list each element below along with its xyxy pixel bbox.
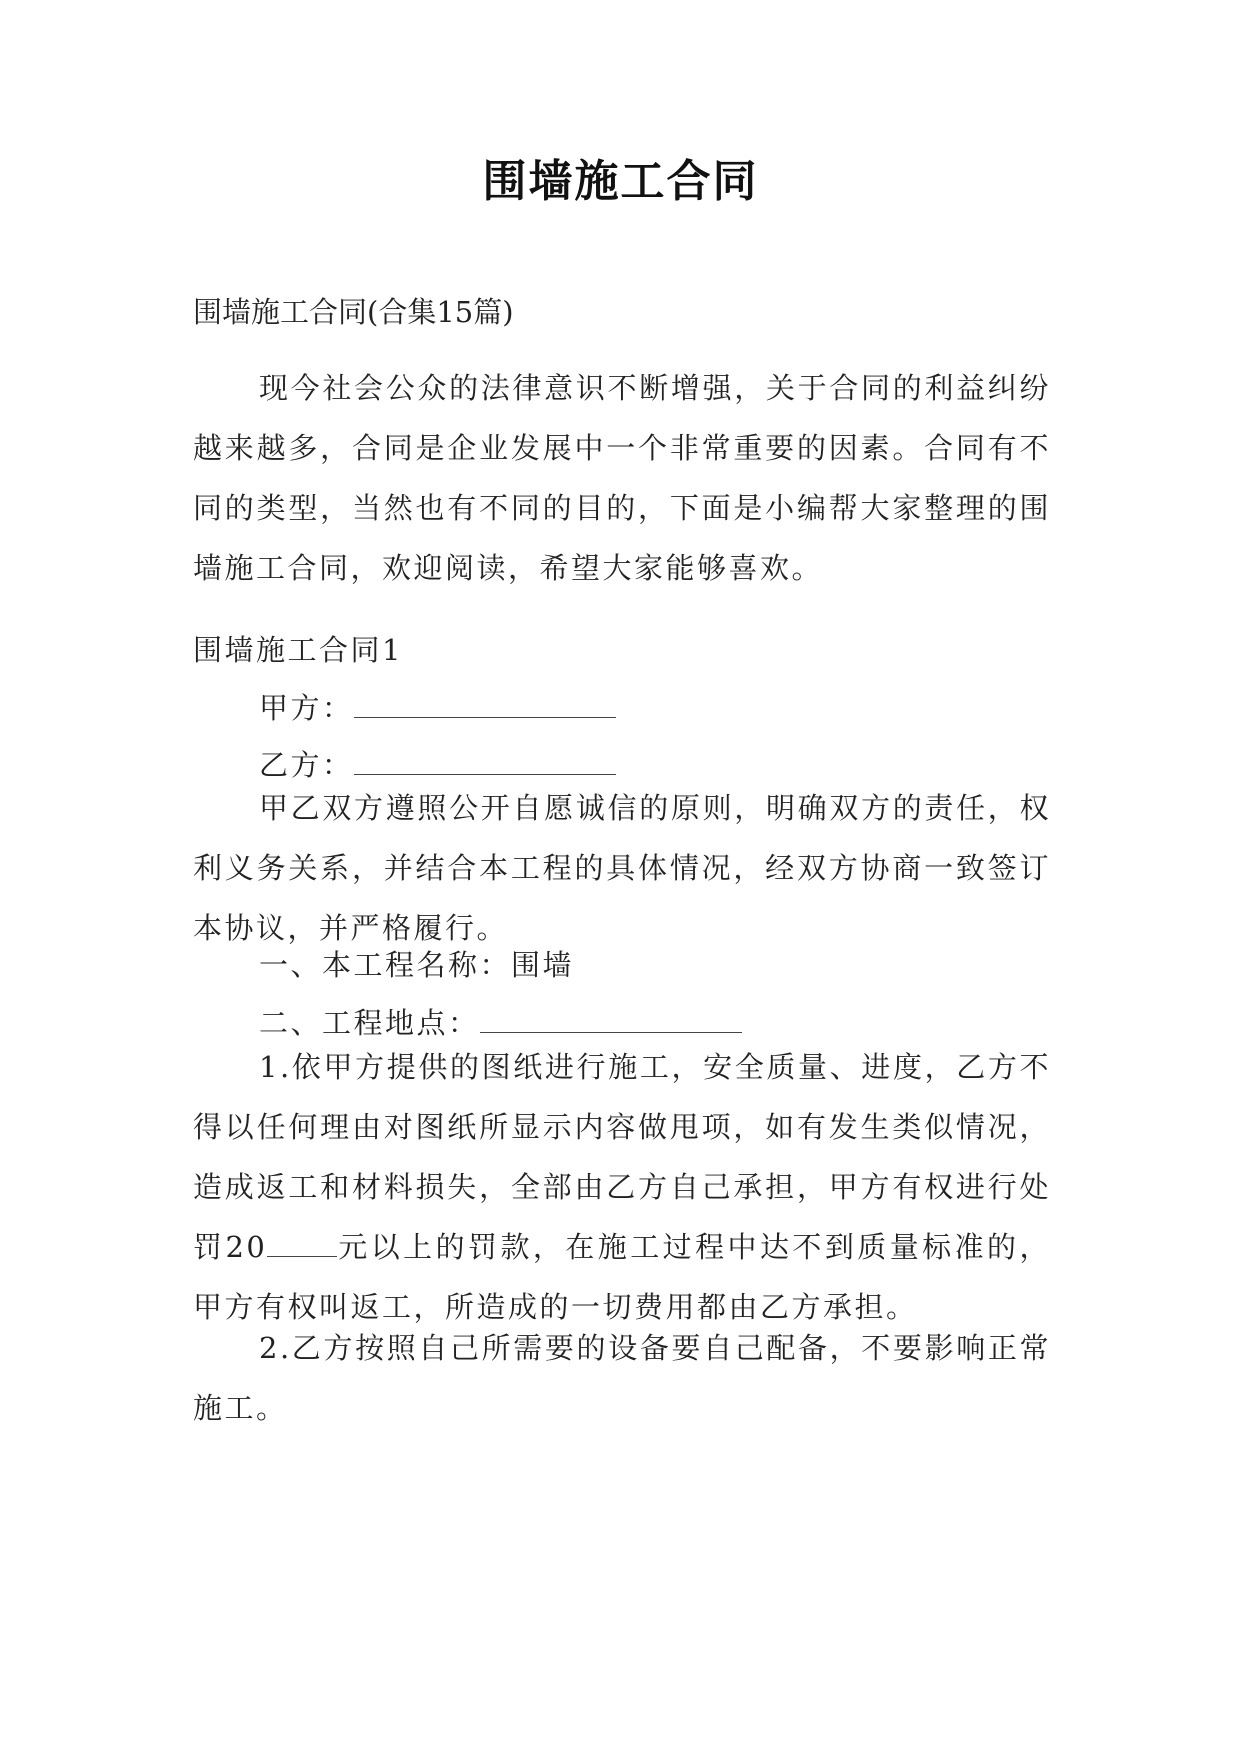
party-b-blank: [354, 754, 616, 775]
document-title: 围墙施工合同: [482, 156, 759, 207]
clause-1-text: 1.依甲方提供的图纸进行施工，安全质量、进度，乙方不得以任何理由对图纸所显示内容做甩项，如有发生类似情况，造成返工和材料损失，全部由乙方自己承担，甲方有权进行处罚: [193, 1050, 1051, 1264]
item-two-label: 二、工程地点：: [259, 1006, 480, 1040]
clause-1-text-continued: 元以上的罚款，在施工过程中达不到质量标准的，甲方有权叫返工，所造成的一切费用都由乙方承担。: [193, 1230, 1051, 1324]
party-b-label: 乙方：: [259, 748, 354, 782]
section-heading: 围墙施工合同1: [193, 633, 403, 667]
party-a-blank: [354, 697, 616, 718]
intro-paragraph: 现今社会公众的法律意识不断增强，关于合同的利益纠纷越来越多，合同是企业发展中一个非常重要的因素。合同有不同的类型，当然也有不同的目的，下面是小编帮大家整理的围墙施工合同，欢迎阅读，希望大家能够喜欢。: [193, 371, 1051, 585]
item-one: 一、本工程名称：围墙: [259, 948, 575, 982]
document-subtitle: 围墙施工合同(合集15篇): [193, 295, 514, 329]
clause-1-paragraph: [193, 1037, 1051, 1337]
party-a-label: 甲方：: [259, 691, 354, 725]
party-a-line: [259, 688, 616, 728]
penalty-amount: 20: [225, 1230, 268, 1264]
clause-2-paragraph: 2.乙方按照自己所需要的设备要自己配备，不要影响正常施工。: [193, 1331, 1051, 1425]
preamble-paragraph: 甲乙双方遵照公开自愿诚信的原则，明确双方的责任，权利义务关系，并结合本工程的具体情况，经双方协商一致签订本协议，并严格履行。: [193, 791, 1051, 945]
penalty-blank: [267, 1236, 337, 1257]
location-blank: [480, 1012, 742, 1033]
